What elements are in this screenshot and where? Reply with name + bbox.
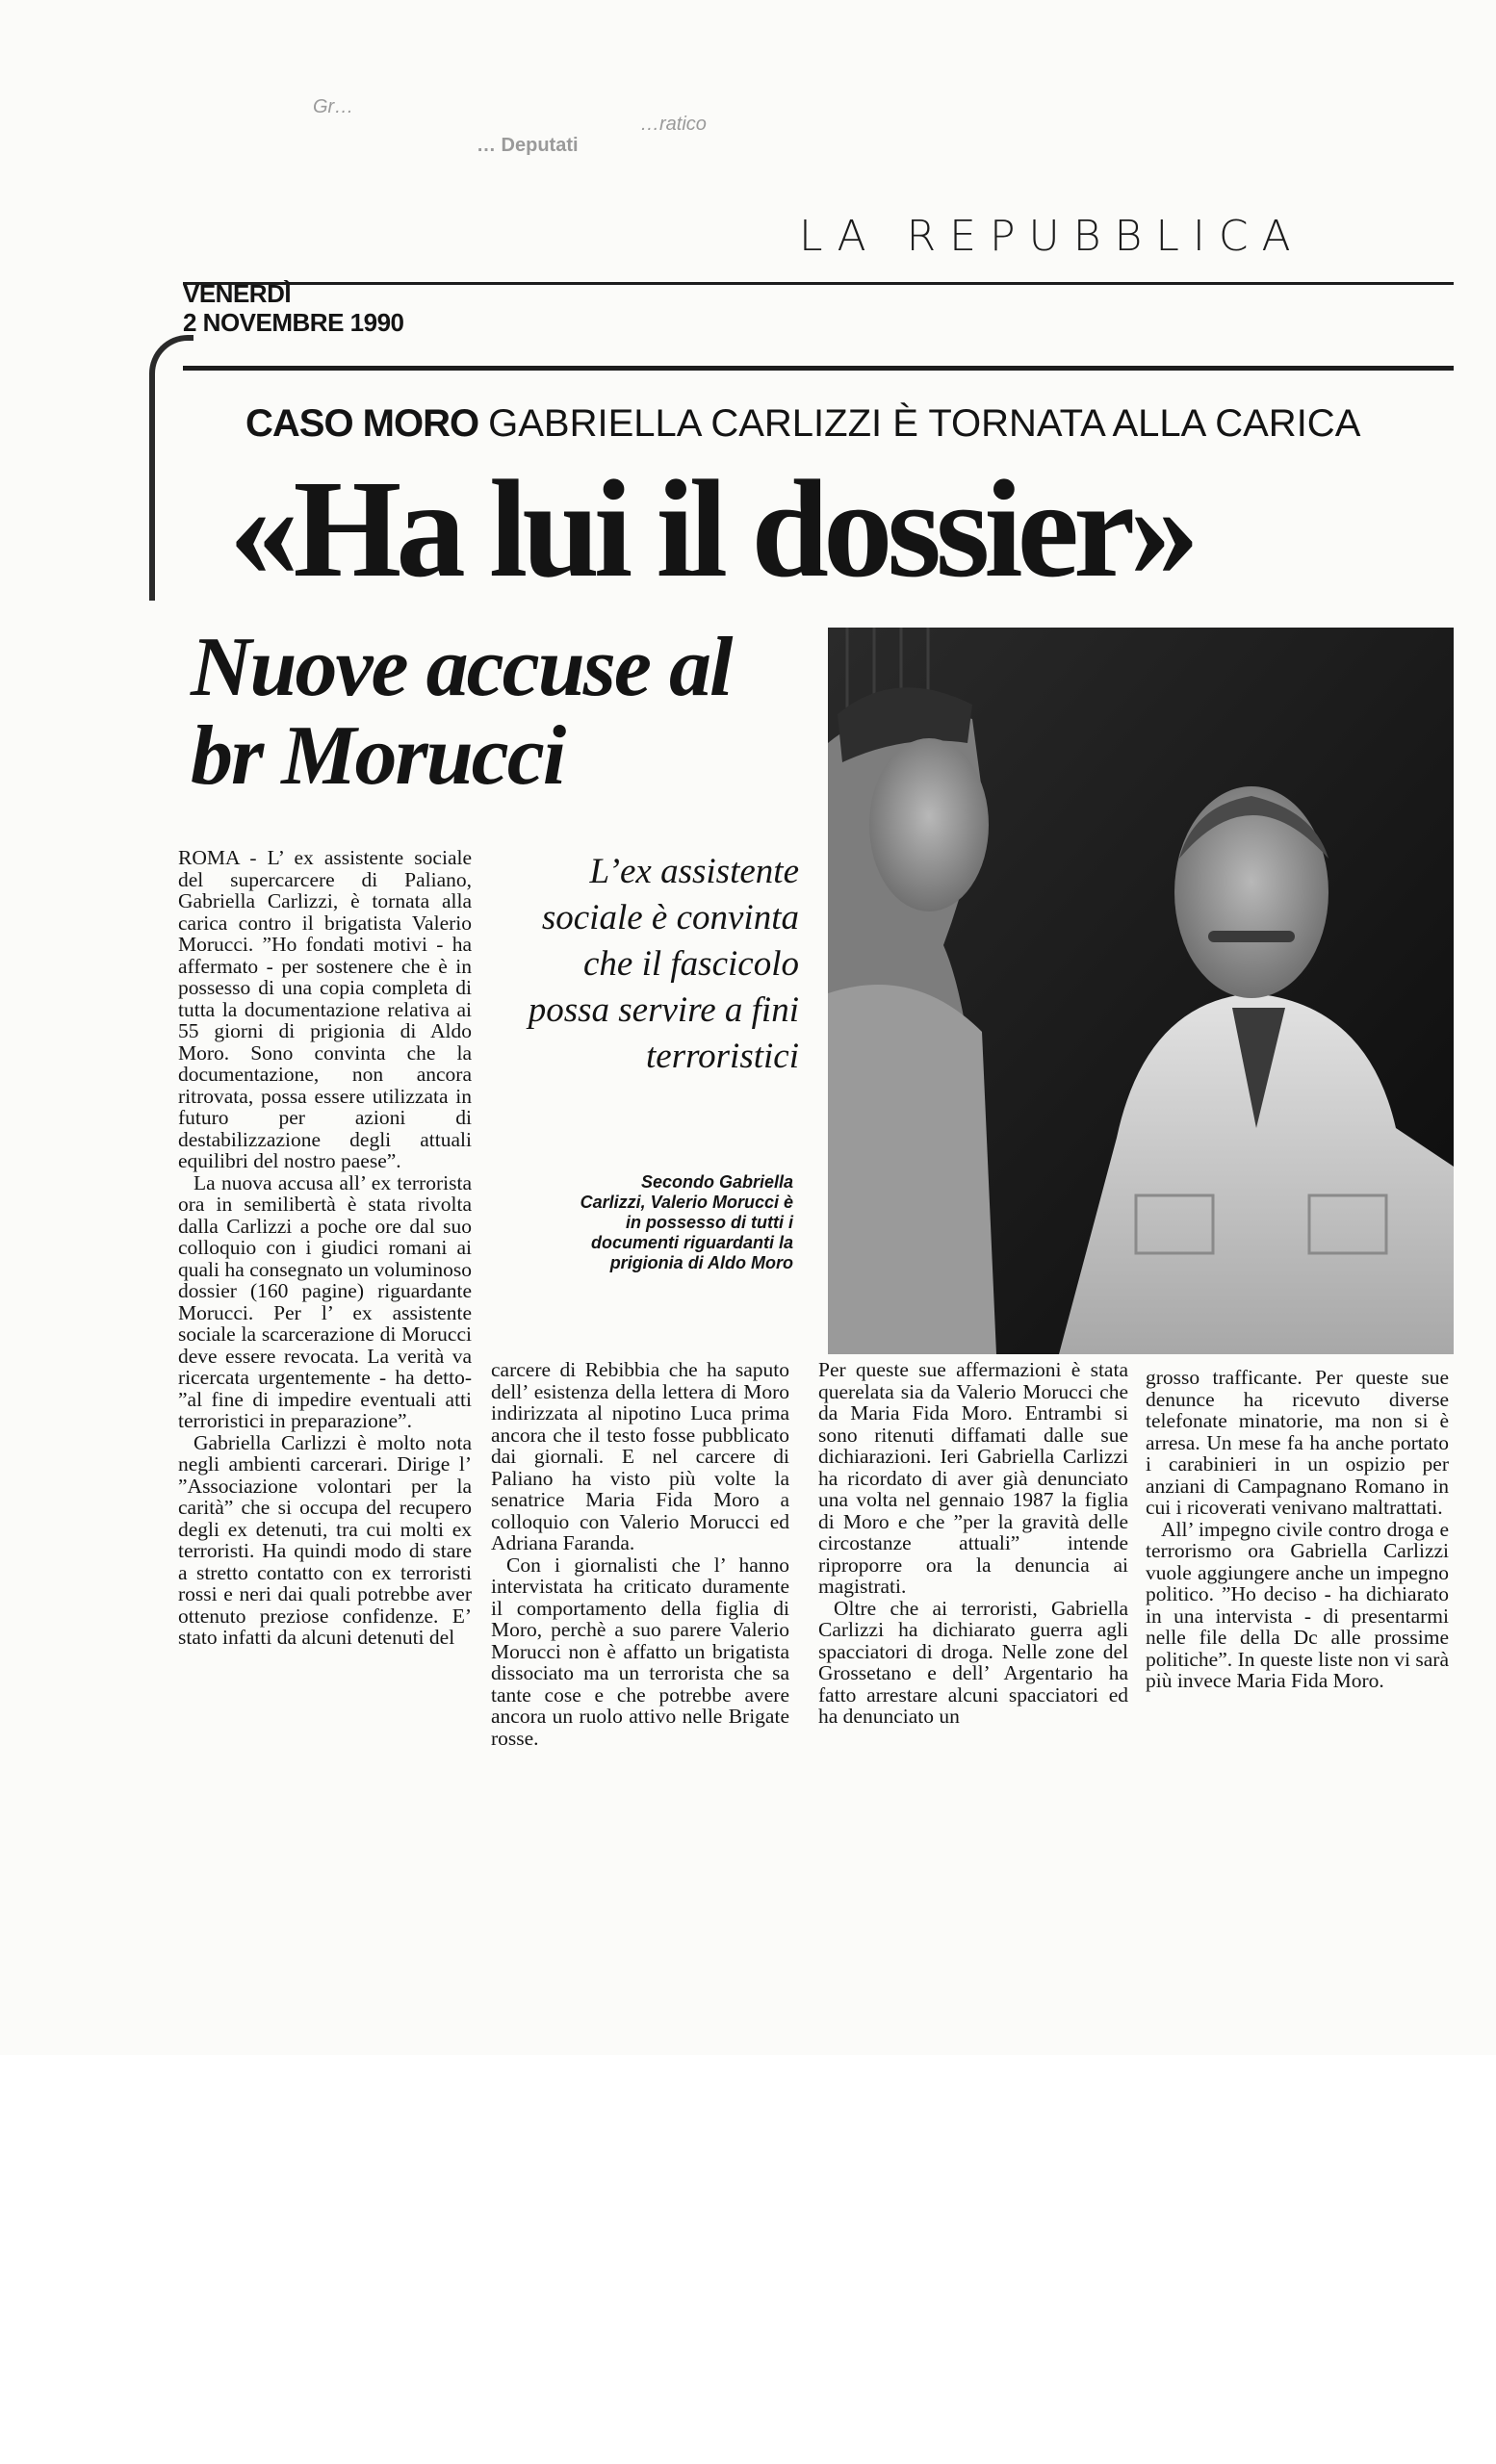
- subheadline: Nuove accuse al br Morucci: [191, 621, 732, 803]
- photo-caption: Secondo Gabriella Carlizzi, Valerio Morucci è in possesso di tutti i documenti riguardanti la prigionia di Aldo Moro: [580, 1172, 793, 1272]
- top-rule: [183, 282, 1454, 285]
- article-paragraph: Oltre che ai terroristi, Gabriella Carlizzi ha dichiarato guerra agli spacciatori di droga. Nelle zone del Grossetano e dell’ Argentario ha fatto arrestare alcuni spacciatori ed ha denunciato un: [818, 1596, 1128, 1728]
- photo-morucci-with-guard: [828, 628, 1454, 1354]
- headline: «Ha lui il dossier»: [229, 452, 1194, 606]
- hand-drawn-bracket: [149, 335, 193, 601]
- kicker-tag: CASO MORO: [245, 402, 479, 445]
- faded-stamp-line: …ratico: [640, 114, 707, 135]
- article-paragraph: Per queste sue affermazioni è stata querelata sia da Valerio Morucci che da Maria Fida Moro. Entrambi si sono ritenuti diffamati dalle sue dichiarazioni. Ieri Gabriella Carlizzi ha ricordato di aver già denunciato una volta nel gennaio 1987 la figlia di Moro e che ”per la gravità delle circostanze attuali” intende riproporre ora la denuncia ai magistrati.: [818, 1358, 1128, 1598]
- article-paragraph: La nuova accusa all’ ex terrorista ora in semilibertà è stata rivolta dalla Carlizzi a poche ore dal suo colloquio con i giudici romani ai quali ha consegnato un voluminoso dossier (160 pagine) riguardante Morucci. Per l’ ex assistente sociale la scarcerazione di Morucci deve essere revocata. La verità va ricercata urgentemente - ha detto- ”al fine di impedire eventuali atti terroristici in preparazione”.: [178, 1170, 472, 1432]
- article-column-3: [818, 1359, 1128, 1728]
- kicker: [245, 402, 1360, 446]
- article-column-4: [1146, 1367, 1449, 1692]
- article-paragraph: ROMA - L’ ex assistente sociale del supercarcere di Paliano, Gabriella Carlizzi, è tornata alla carica contro il brigatista Valerio Morucci. ”Ho fondati motivi - ha affermato - per sostenere che è in possesso di una copia completa di tutta la documentazione relativa ai 55 giorni di prigionia di Aldo Moro. Sono convinta che la documentazione, non ancora ritrovata, possa essere utilizzata in futuro per azioni di destabilizzazione degli attuali equilibri del nostro paese”.: [178, 846, 472, 1172]
- dateline-weekday: VENERDÌ: [183, 279, 292, 308]
- header-rule: [183, 366, 1454, 371]
- article-paragraph: grosso trafficante. Per queste sue denunce ha ricevuto diverse telefonate minatorie, ma non si è arresa. Un mese fa ha anche portato i carabinieri in un ospizio per anziani di Campagnano Romano in cui i ricoverati venivano maltrattati.: [1146, 1366, 1449, 1519]
- article-column-2: [491, 1359, 789, 1749]
- photo-image: [828, 628, 1454, 1354]
- faded-stamp-line: Gr…: [313, 96, 354, 117]
- dateline-date: 2 NOVEMBRE 1990: [183, 308, 404, 337]
- article-column-1: [178, 847, 472, 1649]
- pull-quote: L’ex assistente sociale è convinta che il fascicolo possa servire a fini terroristici: [528, 852, 799, 1076]
- article-paragraph: Gabriella Carlizzi è molto nota negli ambienti carcerari. Dirige l’ ”Associazione volontari per la carità” che si occupa del recupero degli ex detenuti, tra cui molti ex terroristi. Ha quindi modo di stare a stretto contatto con ex terroristi rossi e neri dai quali potrebbe aver ottenuto preziose confidenze. E’ stato infatti da alcuni detenuti del: [178, 1430, 472, 1649]
- faded-stamp-line: … Deputati: [477, 135, 579, 156]
- handwritten-source-label: LA REPUBBLICA: [799, 212, 1304, 261]
- article-paragraph: Con i giornalisti che l’ hanno intervistata ha criticato duramente il comportamento della figlia di Moro, perchè a suo parere Valerio Morucci non è affatto un brigatista dissociato ma un terrorista che sa tante cose e che potrebbe avere ancora un ruolo attivo nelle Brigate rosse.: [491, 1553, 789, 1750]
- kicker-text: GABRIELLA CARLIZZI È TORNATA ALLA CARICA: [488, 402, 1361, 445]
- article-paragraph: All’ impegno civile contro droga e terrorismo ora Gabriella Carlizzi vuole aggiungere anche un impegno politico. ”Ho deciso - ha dichiarato in una intervista - di presentarmi nelle file della Dc alle prossime politiche”. In queste liste non vi sarà più invece Maria Fida Moro.: [1146, 1517, 1449, 1692]
- article-paragraph: carcere di Rebibbia che ha saputo dell’ esistenza della lettera di Moro indirizzata al nipotino Luca prima ancora che il testo fosse pubblicato dai giornali. E nel carcere di Paliano ha visto più volte la senatrice Maria Fida Moro a colloquio con Valerio Morucci ed Adriana Faranda.: [491, 1358, 789, 1554]
